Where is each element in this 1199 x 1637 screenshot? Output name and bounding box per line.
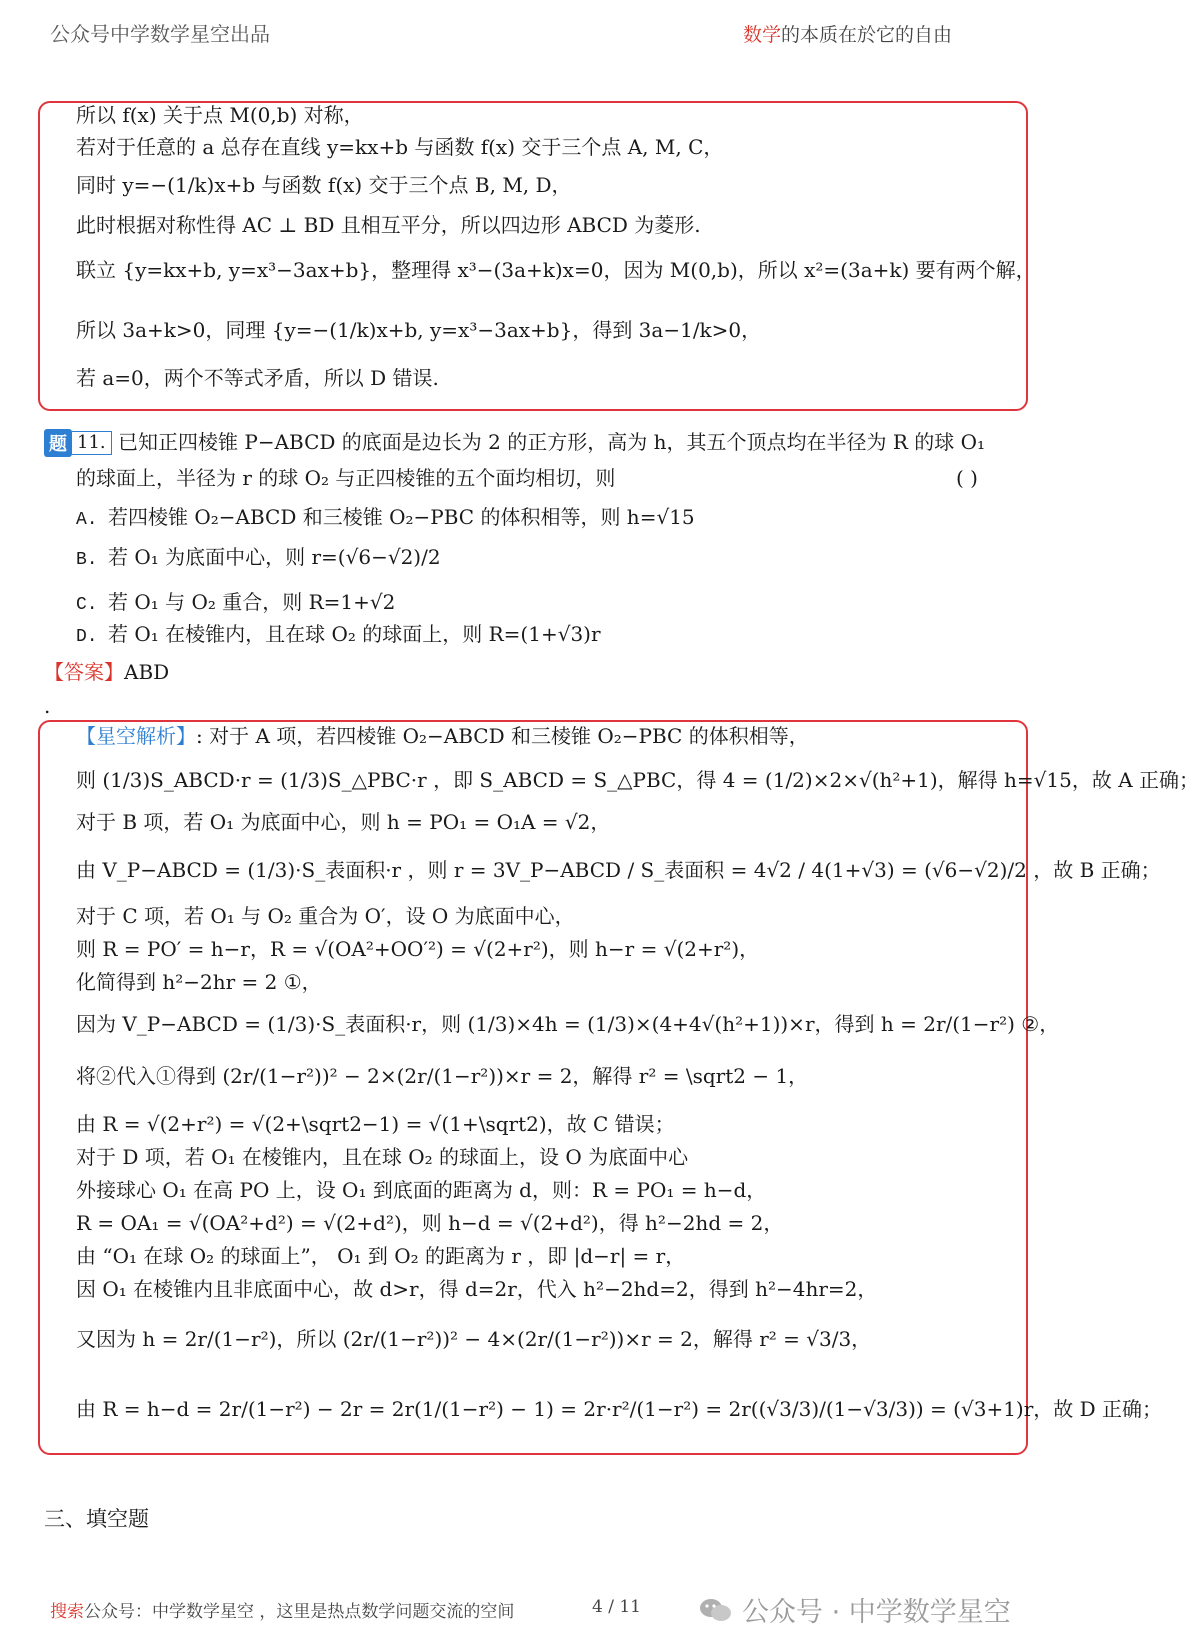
analysis-line: R = OA₁ = √(OA²+d²) = √(2+d²)，则 h−d = √(2+d²)，得 h²−2hd = 2， bbox=[76, 1211, 784, 1235]
analysis-first-text: : 对于 A 项，若四棱锥 O₂−ABCD 和三棱锥 O₂−PBC 的体积相等， bbox=[196, 724, 809, 748]
analysis-line: 由 “O₁ 在球 O₂ 的球面上”， O₁ 到 O₂ 的距离为 r ，即 |d−r| = r， bbox=[76, 1244, 686, 1268]
box1-line: 联立 {y=kx+b, y=x³−3ax+b}，整理得 x³−(3a+k)x=0，因为 M(0,b)，所以 x²=(3a+k) 要有两个解， bbox=[76, 258, 1036, 282]
question-number: 11. bbox=[72, 431, 112, 455]
watermark-text: 公众号 · 中学数学星空 bbox=[742, 1597, 1011, 1628]
option-label: A. bbox=[76, 510, 98, 530]
section-title: 三、填空题 bbox=[44, 1507, 149, 1531]
option-text: 若 O₁ 在棱锥内，且在球 O₂ 的球面上，则 R=(1+√3)r bbox=[108, 622, 601, 646]
analysis-line: 则 R = PO′ = h−r，R = √(OA²+OO′²) = √(2+r²)，则 h−r = √(2+r²)， bbox=[76, 937, 760, 961]
header-left: 公众号中学数学星空出品 bbox=[50, 22, 270, 46]
answer-tag: 【答案】 bbox=[44, 660, 124, 684]
analysis-line: 将②代入①得到 (2r/(1−r²))² − 2×(2r/(1−r²))×r = 2，解得 r² = \sqrt2 − 1， bbox=[76, 1064, 809, 1088]
analysis-line: 由 R = √(2+r²) = √(2+\sqrt2−1) = √(1+\sqrt2)，故 C 错误； bbox=[76, 1112, 675, 1136]
answer-line bbox=[44, 660, 169, 684]
question-tag: 题 bbox=[44, 429, 72, 457]
question-badge bbox=[44, 430, 112, 456]
watermark bbox=[698, 1590, 1011, 1629]
analysis-line: 由 R = h−d = 2r/(1−r²) − 2r = 2r(1/(1−r²) − 1) = 2r·r²/(1−r²) = 2r((√3/3)/(1−√3/3)) = (√3+1)r，故 D 正确； bbox=[76, 1397, 1163, 1421]
page-number: 4 / 11 bbox=[592, 1597, 641, 1617]
stray-dot: . bbox=[44, 694, 51, 718]
option-a bbox=[76, 505, 695, 532]
option-d bbox=[76, 622, 601, 649]
answer-parentheses: ( ) bbox=[956, 466, 978, 490]
option-b bbox=[76, 545, 441, 572]
analysis-line: 对于 C 项，若 O₁ 与 O₂ 重合为 O′，设 O 为底面中心， bbox=[76, 904, 575, 928]
analysis-tag: 【星空解析】 bbox=[76, 724, 196, 748]
option-c bbox=[76, 590, 395, 617]
option-text: 若 O₁ 与 O₂ 重合，则 R=1+√2 bbox=[108, 590, 396, 614]
analysis-line: 又因为 h = 2r/(1−r²)，所以 (2r/(1−r²))² − 4×(2r/(1−r²))×r = 2，解得 r² = √3/3， bbox=[76, 1327, 872, 1351]
analysis-line: 因 O₁ 在棱锥内且非底面中心，故 d>r，得 d=2r，代入 h²−2hd=2，得到 h²−4hr=2， bbox=[76, 1277, 878, 1301]
box1-line: 此时根据对称性得 AC ⊥ BD 且相互平分，所以四边形 ABCD 为菱形. bbox=[76, 213, 701, 237]
footer-search-accent: 搜索 bbox=[50, 1602, 84, 1622]
analysis-line: 由 V_P−ABCD = (1/3)·S_表面积·r ，则 r = 3V_P−ABCD / S_表面积 = 4√2 / 4(1+√3) = (√6−√2)/2 ，故 B 正确； bbox=[76, 858, 1161, 882]
header-right-accent: 数学 bbox=[742, 24, 781, 46]
analysis-line: 因为 V_P−ABCD = (1/3)·S_表面积·r，则 (1/3)×4h = (1/3)×(4+4√(h²+1))×r，得到 h = 2r/(1−r²) ②， bbox=[76, 1012, 1060, 1036]
analysis-line: 对于 D 项，若 O₁ 在棱锥内，且在球 O₂ 的球面上，设 O 为底面中心 bbox=[76, 1145, 689, 1169]
wechat-icon bbox=[698, 1596, 734, 1624]
option-label: C. bbox=[76, 595, 98, 615]
box1-line: 若 a=0，两个不等式矛盾，所以 D 错误. bbox=[76, 366, 439, 390]
analysis-line: 则 (1/3)S_ABCD·r = (1/3)S_△PBC·r ，即 S_ABCD = S_△PBC，得 4 = (1/2)×2×√(h²+1)，解得 h=√15，故 A 正确； bbox=[76, 768, 1199, 792]
box1-line: 所以 3a+k>0，同理 {y=−(1/k)x+b, y=x³−3ax+b}，得到 3a−1/k>0， bbox=[76, 318, 762, 342]
option-label: B. bbox=[76, 550, 98, 570]
option-label: D. bbox=[76, 627, 98, 647]
question-stem-line1: 已知正四棱锥 P−ABCD 的底面是边长为 2 的正方形，高为 h，其五个顶点均在半径为 R 的球 O₁ bbox=[118, 430, 986, 454]
footer-left bbox=[50, 1597, 514, 1622]
analysis-line: 外接球心 O₁ 在高 PO 上，设 O₁ 到底面的距离为 d，则：R = PO₁ = h−d， bbox=[76, 1178, 767, 1202]
option-text: 若 O₁ 为底面中心，则 r=(√6−√2)/2 bbox=[108, 545, 441, 569]
question-stem-line2: 的球面上，半径为 r 的球 O₂ 与正四棱锥的五个面均相切，则 bbox=[76, 466, 616, 490]
box1-line: 所以 f(x) 关于点 M(0,b) 对称， bbox=[76, 103, 364, 127]
analysis-first-line bbox=[76, 724, 809, 748]
box1-line: 若对于任意的 a 总存在直线 y=kx+b 与函数 f(x) 交于三个点 A, M, C， bbox=[76, 135, 724, 159]
footer-text: 公众号：中学数学星空 ，这里是热点数学问题交流的空间 bbox=[84, 1602, 515, 1622]
header-right bbox=[743, 20, 952, 47]
header-right-rest: 的本质在於它的自由 bbox=[780, 24, 952, 46]
analysis-line: 对于 B 项，若 O₁ 为底面中心，则 h = PO₁ = O₁A = √2， bbox=[76, 810, 611, 834]
answer-value: ABD bbox=[124, 660, 170, 684]
option-text: 若四棱锥 O₂−ABCD 和三棱锥 O₂−PBC 的体积相等，则 h=√15 bbox=[108, 505, 695, 529]
box1-line: 同时 y=−(1/k)x+b 与函数 f(x) 交于三个点 B, M, D， bbox=[76, 173, 572, 197]
analysis-line: 化简得到 h²−2hr = 2 ①， bbox=[76, 970, 322, 994]
